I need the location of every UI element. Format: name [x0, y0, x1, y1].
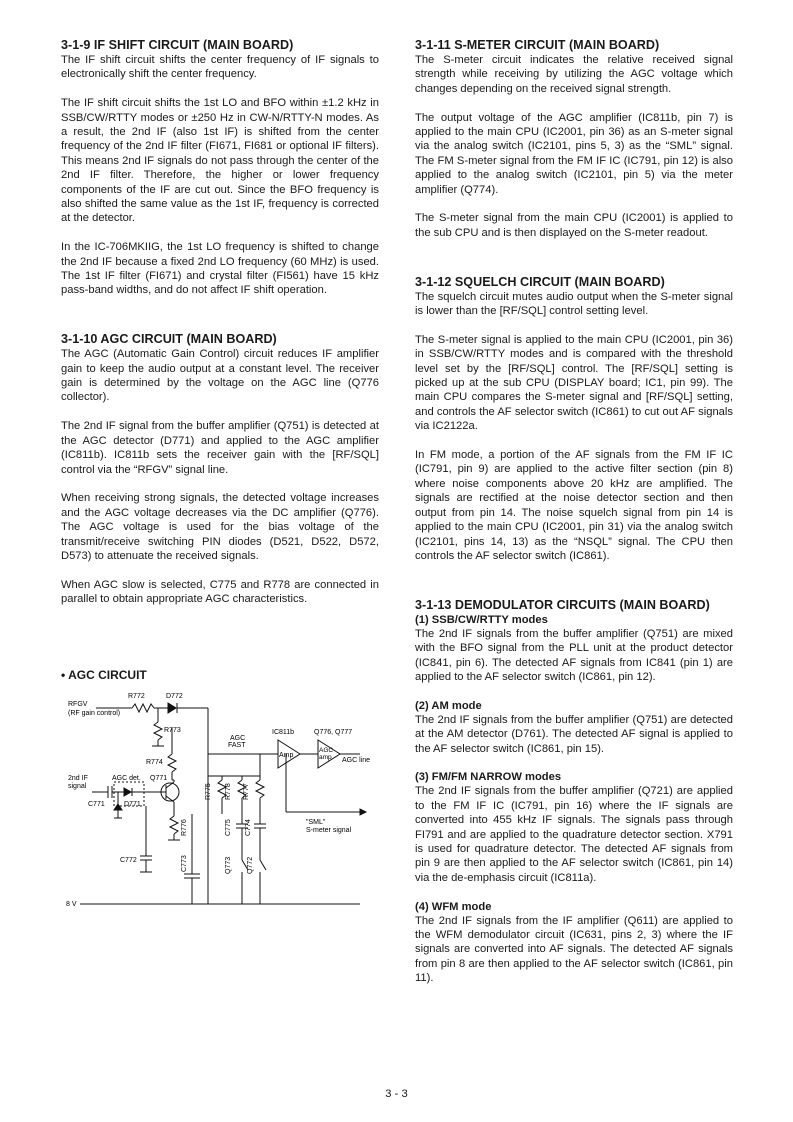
paragraph: When receiving strong signals, the detected voltage increases and the AGC voltage decreases via the DC amplifier (Q776). The AGC voltage is used for the bias voltage of the transmit/receive switching PIN diodes (D521, D522, D572, D573) to attenuate the received signals.	[61, 492, 379, 562]
subsection-title: (1) SSB/CW/RTTY modes	[415, 613, 548, 626]
label-agc-det: AGC det.	[112, 775, 141, 782]
label-agc-amp-1: AGC	[319, 747, 334, 754]
left-column	[61, 38, 379, 621]
label-agc-fast-1: AGC	[230, 735, 246, 742]
label-agc-fast-2: FAST	[228, 742, 246, 749]
label-d772: D772	[166, 693, 183, 700]
paragraph: The 2nd IF signals from the buffer amplifier (Q721) are applied to the FM IF IC (IC791, pin 16) where the IF signals are converted into 455 kHz IF signals. The signals pass through FI791 and are applied to the quadrature detector section. X791 is used for quadrature detector. The detected AF signals from pin 9 are then applied to the AF selector switch (IC861, pin 14) via the de-emphasis circuit (IC811a).	[415, 785, 733, 884]
section-title: 3-1-12 SQUELCH CIRCUIT (MAIN BOARD)	[415, 274, 665, 289]
paragraph: The 2nd IF signal from the buffer amplifier (Q751) is detected at the AGC detector (D771) and applied to the AGC amplifier (IC811b). IC811b sets the receiver gain with the [RF/SQL] control via the “RFGV” signal line.	[61, 420, 379, 476]
paragraph: When AGC slow is selected, C775 and R778 are connected in parallel to obtain appropriate AGC characteristics.	[61, 578, 379, 606]
section-title: 3-1-10 AGC CIRCUIT (MAIN BOARD)	[61, 332, 277, 347]
label-q776: Q776, Q777	[314, 729, 353, 736]
subsection-title: (2) AM mode	[415, 699, 482, 712]
section-title: 3-1-13 DEMODULATOR CIRCUITS (MAIN BOARD)	[415, 597, 710, 612]
figure-title: • AGC CIRCUIT	[61, 668, 147, 682]
paragraph: The 2nd IF signals from the buffer amplifier (Q751) are mixed with the BFO signal from the PLL unit at the product detector (IC841, pin 6). The detected AF signals from IC841 (pin 1) are applied to the AF selector switch (IC861, pin 12).	[415, 627, 733, 683]
section-agc	[61, 332, 379, 606]
paragraph: The IF shift circuit shifts the center frequency of IF signals to electronically shift the center frequency.	[61, 54, 379, 81]
label-c772: C772	[120, 857, 137, 864]
label-agc-line: AGC line	[342, 757, 371, 764]
label-rfgv: RFGV	[68, 701, 88, 708]
paragraph: The IF shift circuit shifts the 1st LO and BFO within ±1.2 kHz in SSB/CW/RTTY modes or ±250 Hz in CW-N/RTTY-N modes. As a result, the 2nd IF (also 1st IF) is shifted from the center frequency of the 2nd IF filter (FI671, FI681 or optional IF filters). This means 2nd IF signals do not pass through the center of the 2nd IF filter. Therefore, the higher or lower frequency components of the IF are cut out. Since the BFO frequency is also shifted the same value as the 1st IF, frequency is corrected at the detector.	[61, 97, 379, 225]
paragraph: The output voltage of the AGC amplifier (IC811b, pin 7) is applied to the main CPU (IC2001, pin 36) as an S-meter signal via the analog switch (IC2101, pins 5, 3) as the “SML” signal. The FM S-meter signal from the FM IF IC (IC791, pin 12) is also applied to the analog switch (IC2101, pin 5) via the meter amplifier (Q774).	[415, 111, 733, 196]
paragraph: The 2nd IF signals from the buffer amplifier (Q751) are detected at the AM detector (D761). The detected AF signal is applied to the AF selector switch (IC861, pin 15).	[415, 713, 733, 755]
label-r776: R776	[181, 819, 188, 836]
paragraph: The 2nd IF signals from the IF amplifier (Q611) are applied to the WFM demodulator circuit (IC631, pins 2, 3) where the IF signals are converted into AF signals. The detected AF signals from pin 8 are then applied to the AF selector switch (IC861, pin 11).	[415, 914, 733, 985]
label-ic811b: IC811b	[272, 729, 295, 736]
paragraph: The S-meter circuit indicates the relative received signal strength while receiving by utilizing the AGC voltage which changes depending on the received signal strength.	[415, 54, 733, 95]
label-c773: C773	[181, 855, 188, 872]
paragraph: The S-meter signal is applied to the main CPU (IC2001, pin 36) in SSB/CW/RTTY modes and is compared with the threshold level set by the [RF/SQL] control. The [RF/SQL] setting is picked up at the sub CPU (DISPLAY board; IC1, pin 99). The main CPU compares the S-meter signal and [RF/SQL] setting, and controls the AF selector switch (IC861) to cut out AF signals via IC2122a.	[415, 333, 733, 433]
subsection-title: (3) FM/FM NARROW modes	[415, 771, 562, 784]
label-d771: D771	[124, 801, 141, 808]
label-sml-1: "SML"	[306, 819, 326, 826]
label-amp: Amp	[279, 752, 294, 759]
label-8v: 8 V	[66, 901, 77, 908]
section-title: 3-1-11 S-METER CIRCUIT (MAIN BOARD)	[415, 38, 660, 52]
label-if-signal-1: 2nd IF	[68, 775, 88, 782]
label-q772: Q772	[247, 856, 254, 874]
page-number: 3 - 3	[385, 1088, 408, 1100]
label-r778: R778	[225, 783, 232, 800]
label-q771: Q771	[150, 775, 168, 782]
label-r774: R774	[146, 759, 163, 766]
label-r775: R775	[205, 783, 212, 800]
label-c775: C775	[225, 819, 232, 836]
label-rf-gain: (RF gain control)	[68, 710, 121, 717]
subsection-title: (4) WFM mode	[415, 900, 492, 913]
section-if-shift	[61, 38, 379, 298]
section-s-meter	[415, 38, 733, 240]
paragraph: The squelch circuit mutes audio output when the S-meter signal is lower than the [RF/SQL] control setting level.	[415, 290, 733, 318]
agc-circuit-diagram	[60, 684, 390, 914]
label-agc-amp-2: amp	[319, 754, 332, 761]
label-r777: R777	[243, 783, 250, 800]
section-title: 3-1-9 IF SHIFT CIRCUIT (MAIN BOARD)	[61, 38, 294, 52]
section-squelch	[415, 275, 733, 564]
paragraph: The AGC (Automatic Gain Control) circuit reduces IF amplifier gain to keep the audio output at a constant level. The receiver gain is determined by the voltage on the AGC line (Q776 collector).	[61, 348, 379, 404]
right-column	[415, 38, 733, 1000]
section-demodulator	[415, 598, 733, 986]
label-r772: R772	[128, 693, 145, 700]
label-c771: C771	[88, 801, 105, 808]
paragraph: In the IC-706MKIIG, the 1st LO frequency is shifted to change the 2nd IF because a fixed 2nd LO frequency (60 MHz) is used. The 1st IF filter (FI671) and crystal filter (FI561) have 15 kHz pass-band widths, and do not affect IF shift operation.	[61, 241, 379, 297]
label-if-signal-2: signal	[68, 783, 87, 790]
label-q773: Q773	[225, 856, 232, 874]
paragraph: The S-meter signal from the main CPU (IC2001) is applied to the sub CPU and is then displayed on the S-meter readout.	[415, 212, 733, 239]
paragraph: In FM mode, a portion of the AF signals from the FM IF IC (IC791, pin 9) are applied to the active filter section (pin 8) where noise components above 20 kHz are amplified. The signals are rectified at the noise detector section and then output from pin 14. The noise squelch signal from pin 14 is applied to the main CPU (IC2001, pin 31) via the analog switch (IC2101, pins 14, 13) as the “NSQL” signal. The CPU then controls the AF selector switch (IC861).	[415, 449, 733, 562]
label-r773: R773	[164, 727, 181, 734]
label-c774: C774	[245, 819, 252, 836]
label-sml-2: S-meter signal	[306, 827, 352, 834]
